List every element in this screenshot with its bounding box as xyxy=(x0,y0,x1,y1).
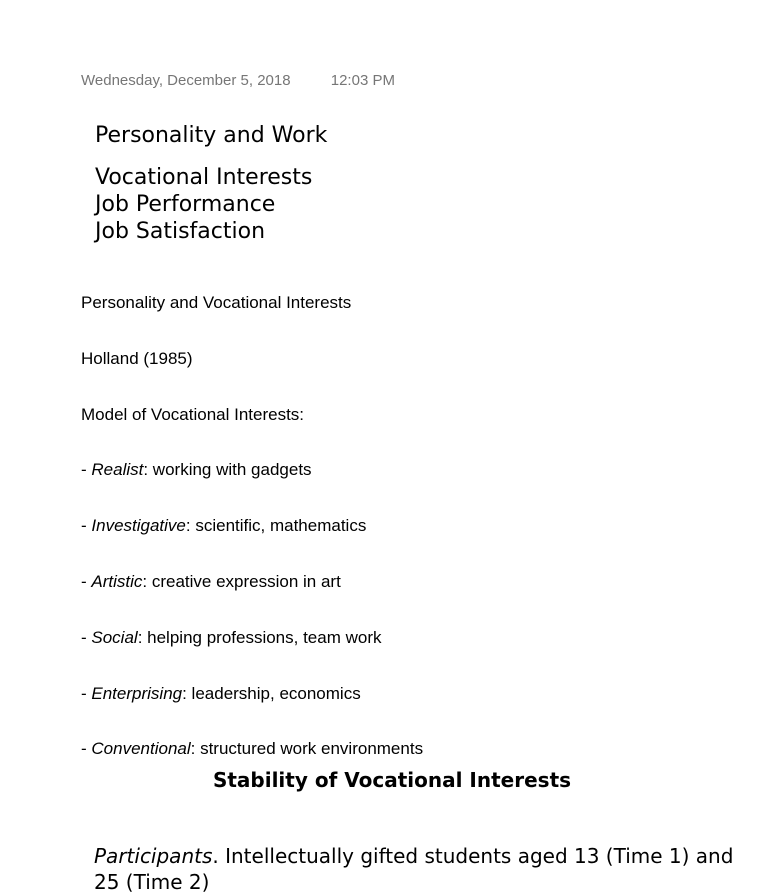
interest-type-name: Enterprising xyxy=(91,683,183,703)
interest-type-name: Investigative xyxy=(91,516,186,536)
participants-label: Participants xyxy=(94,844,213,868)
topic-outline xyxy=(95,122,327,245)
notes-author: Holland (1985) xyxy=(81,348,193,368)
note-date: Wednesday, December 5, 2018 xyxy=(81,72,291,89)
interest-type-description: : helping professions, team work xyxy=(137,627,382,647)
section-heading: Stability of Vocational Interests xyxy=(212,768,572,792)
participants-paragraph xyxy=(94,843,734,895)
interest-type-name: Realist xyxy=(91,460,144,480)
outline-item: Job Satisfaction xyxy=(95,219,266,244)
outline-item: Job Performance xyxy=(95,192,276,217)
interest-type-item: - Enterprising: leadership, economics xyxy=(81,683,361,703)
notes-topic: Personality and Vocational Interests xyxy=(81,293,352,312)
interest-type-item: - Artistic: creative expression in art xyxy=(81,571,341,591)
interest-type-description: : working with gadgets xyxy=(143,460,312,480)
note-timestamp xyxy=(81,72,395,89)
interest-type-item: - Realist: working with gadgets xyxy=(81,460,312,480)
model-label: Model of Vocational Interests: xyxy=(81,404,305,424)
interest-type-description: : scientific, mathematics xyxy=(185,516,367,536)
interest-type-item: - Investigative: scientific, mathematics xyxy=(81,516,367,536)
interest-type-item: - Social: helping professions, team work xyxy=(81,627,382,647)
note-time: 12:03 PM xyxy=(330,72,395,89)
interest-type-description: : leadership, economics xyxy=(182,683,361,703)
interest-type-item: - Conventional: structured work environments xyxy=(81,739,424,759)
outline-item: Vocational Interests xyxy=(95,165,313,190)
interest-type-name: Conventional xyxy=(91,739,191,759)
outline-title: Personality and Work xyxy=(95,123,328,148)
participants-text: . Intellectually gifted students aged 13 (Time 1) and 25 (Time 2) xyxy=(94,844,734,894)
interest-type-description: : structured work environments xyxy=(190,739,424,759)
interest-type-description: : creative expression in art xyxy=(142,571,341,591)
notes-body xyxy=(81,292,423,760)
interest-type-name: Artistic xyxy=(91,571,143,591)
interest-type-name: Social xyxy=(91,627,138,647)
